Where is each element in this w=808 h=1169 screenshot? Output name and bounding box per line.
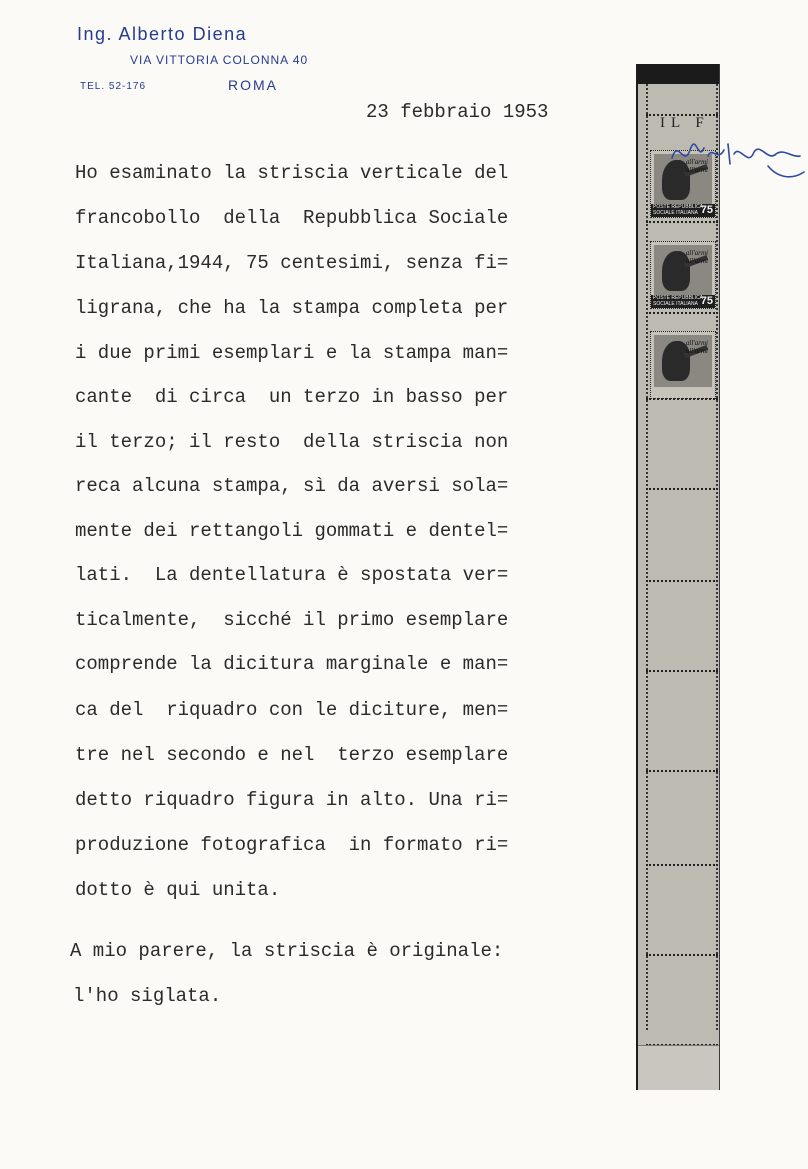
stamp-value: 75 [700,295,713,307]
horizontal-perforation [646,954,718,956]
handwritten-signature [668,128,808,188]
stamp-country: POSTE REPUBBLICA SOCIALE ITALIANA [653,204,703,216]
horizontal-perforation [646,864,718,866]
horizontal-perforation [646,312,718,314]
horizontal-perforation [646,221,718,223]
letter-date: 23 febbraio 1953 [366,101,549,123]
horizontal-perforation [646,398,718,400]
conclusion-line: A mio parere, la striscia è originale: [70,940,504,962]
horizontal-perforation [646,488,718,490]
body-line: comprende la dicitura marginale e man= [75,653,509,675]
body-line: produzione fotografica in formato ri= [75,834,509,856]
body-line: cante di circa un terzo in basso per [75,386,509,408]
body-line: reca alcuna stampa, sì da aversi sola= [75,475,509,497]
body-line: detto riquadro figura in alto. Una ri= [75,789,509,811]
marginal-inscription: IL F [660,115,710,131]
letterhead-phone: TEL. 52-176 [80,81,147,92]
body-line: tre nel secondo e nel terzo esemplare [75,744,509,766]
body-line: mente dei rettangoli gommati e dentel= [75,520,509,542]
body-line: i due primi esemplari e la stampa man= [75,342,509,364]
body-line: Italiana,1944, 75 centesimi, senza fi= [75,252,509,274]
stamp-3 [650,331,716,399]
horizontal-perforation [646,670,718,672]
letterhead-city: ROMA [228,77,278,93]
bottom-selvage [638,1045,719,1090]
body-line: dotto è qui unita. [75,879,281,901]
stamp-value: 75 [700,204,713,216]
stamp-country: POSTE REPUBBLICA SOCIALE ITALIANA [653,295,703,307]
body-line: ca del riquadro con le diciture, men= [75,699,509,721]
body-line: francobollo della Repubblica Sociale [75,207,509,229]
stamp-slogan: all'armi all'armi [685,339,708,355]
body-line: lati. La dentellatura è spostata ver= [75,564,509,586]
strip-top-edge [638,64,719,84]
horizontal-perforation [646,114,718,116]
body-line: ligrana, che ha la stampa completa per [75,297,509,319]
stamp-slogan: all'armi all'armi [685,158,708,174]
letterhead-address: VIA VITTORIA COLONNA 40 [130,53,309,67]
perforation-left [646,84,648,1030]
horizontal-perforation [646,770,718,772]
horizontal-perforation [646,580,718,582]
stamp-strip [636,64,720,1090]
conclusion-line: l'ho siglata. [73,985,222,1007]
stamp-design [654,335,712,387]
perforation-right [716,84,718,1030]
body-line: Ho esaminato la striscia verticale del [75,162,509,184]
body-line: il terzo; il resto della striscia non [75,431,509,453]
stamp-2 [650,241,716,309]
body-line: ticalmente, sicché il primo esemplare [75,609,509,631]
letterhead-name: Ing. Alberto Diena [77,24,248,44]
stamp-design [654,245,712,297]
stamp-slogan: all'armi all'armi [685,249,708,265]
